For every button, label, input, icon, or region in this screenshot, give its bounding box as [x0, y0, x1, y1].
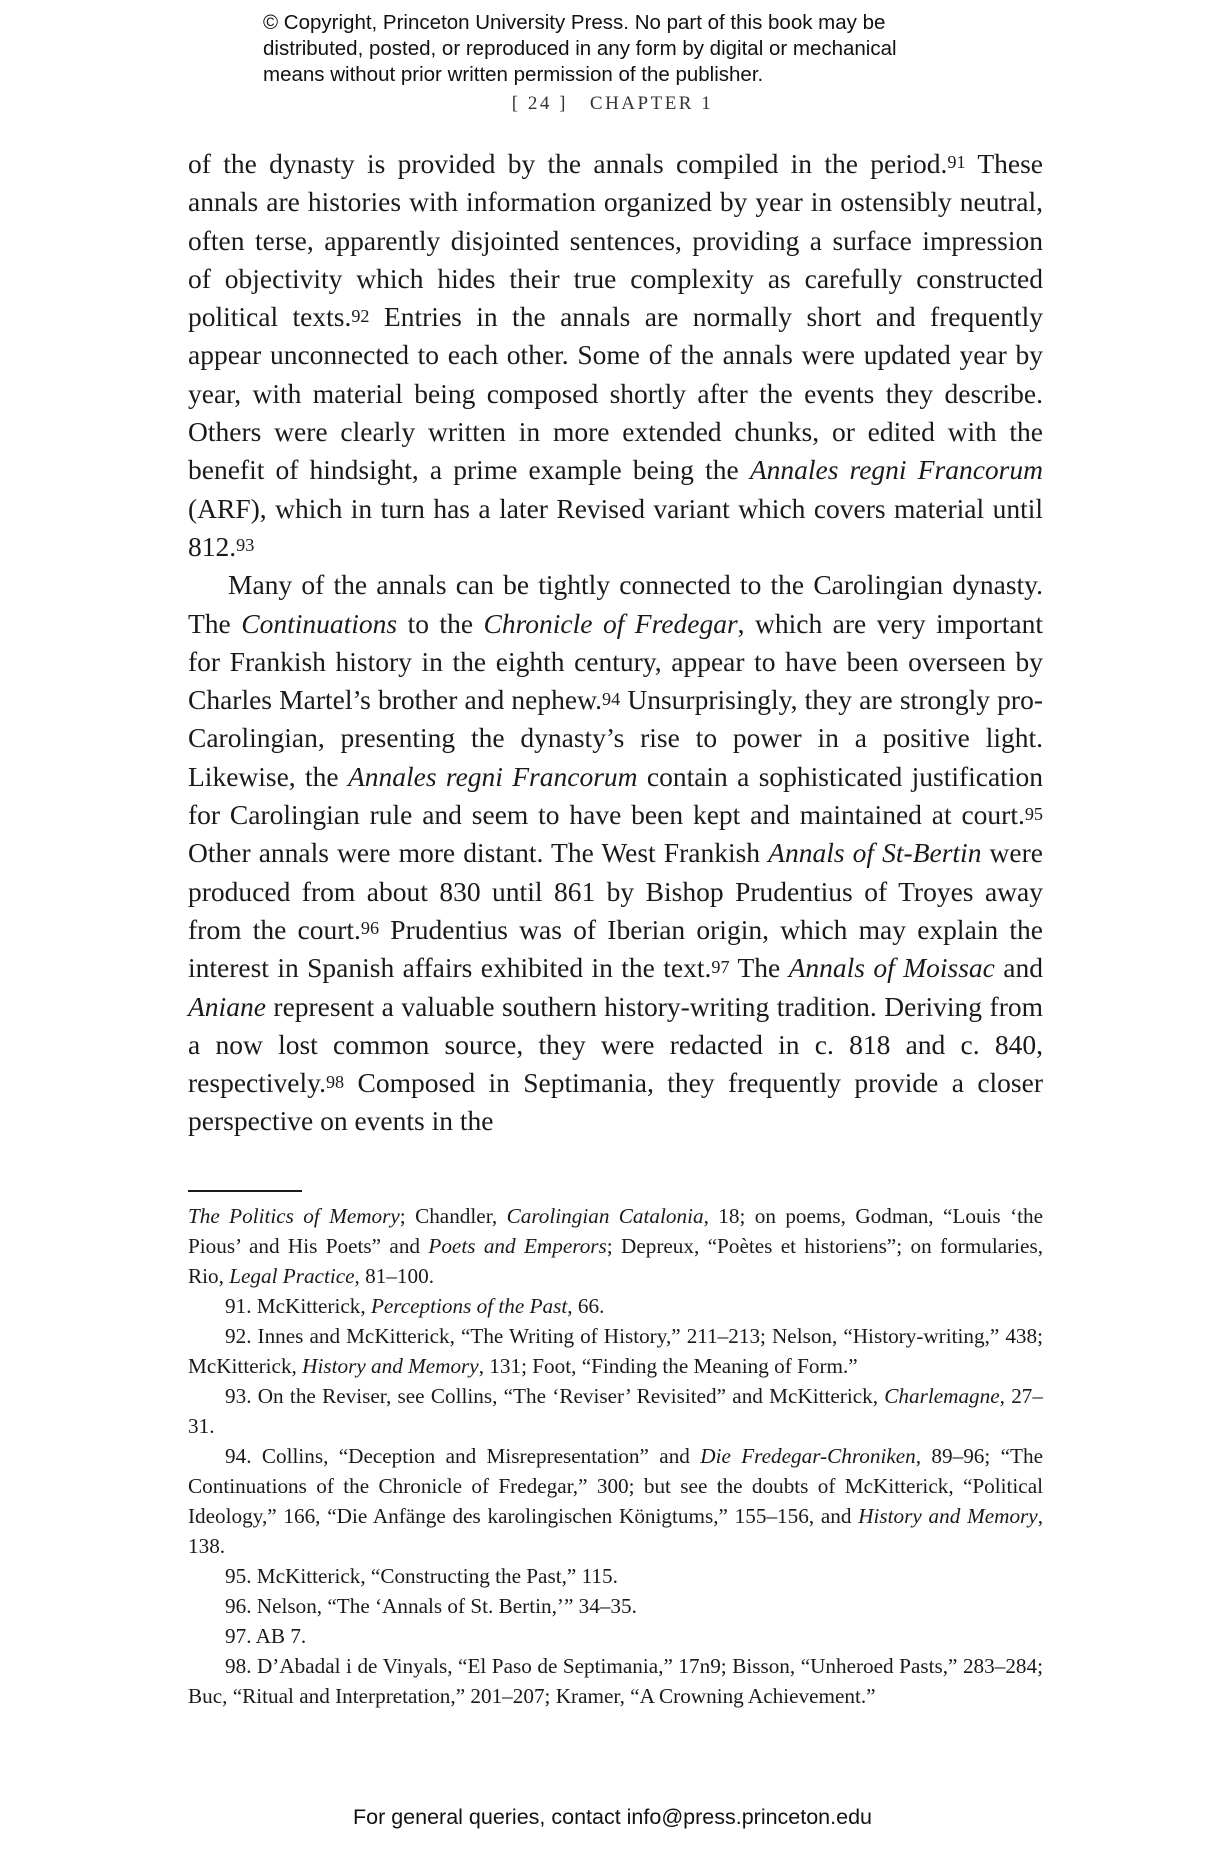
footer-contact: For general queries, contact info@press.princeton.edu — [352, 1805, 872, 1829]
footnote-ref[interactable]: 93 — [236, 535, 255, 556]
footnote-divider — [188, 1190, 302, 1192]
footnote-ref[interactable]: 94 — [602, 688, 621, 709]
footnote-ref[interactable]: 95 — [1024, 803, 1043, 824]
footnotes — [188, 1201, 1043, 1711]
footnote-ref[interactable]: 92 — [351, 305, 370, 326]
paragraph: Many of the annals can be tightly connected to the Carolingian dynasty. The Continuations to the Chronicle of Fredegar, which are very important for Frankish history in the eighth century, appear to have been overseen by Charles Martel’s brother and nephew.$^{94}$ Unsurprisingly, they are strongly pro-Carolingian, presenting the dynasty’s rise to power in a positive light. Likewise, the Annales regni Francorum contain a sophisticated justification for Carolingian rule and seem to have been kept and maintained at court.$^{95}$ Other annals were more distant. The West Frankish Annals of St-Bertin were produced from about 830 until 861 by Bishop Prudentius of Troyes away from the court.$^{96}$ Prudentius was of Iberian origin, which may explain the interest in Spanish affairs exhibited in the text.$^{97}$ The Annals of Moissac and Aniane represent a valuable southern history-writing tradition. Deriving from a now lost common source, they were redacted in c. 818 and c. 840, respectively.$^{98}$ Composed in Septimania, they frequently provide a closer perspective on events in the — [188, 569, 1043, 1137]
page-number: [ 24 ] — [511, 93, 568, 114]
copyright-line: means without prior written permission of the publisher. — [263, 63, 764, 86]
footnote-91: 91. McKitterick, Perceptions of the Past, 66. — [225, 1294, 605, 1318]
body-text — [188, 145, 1043, 1141]
copyright-notice — [263, 10, 1023, 88]
footnote-97: 97. AB 7. — [225, 1624, 307, 1648]
footnote-ref[interactable]: 91 — [947, 152, 966, 173]
footnote-ref[interactable]: 98 — [325, 1071, 345, 1092]
footnote-ref[interactable]: 97 — [711, 956, 730, 977]
footnote-94: 94. Collins, “Deception and Misrepresentation” and Die Fredegar-Chroniken, 89–96; “The Continuations of the Chronicle of Fredegar,” 300; but see the doubts of McKitterick, “Political Ideology,” 166, “Die Anfänge des karolingischen Königtums,” 155–156, and History and Memory, 138. — [188, 1444, 1044, 1558]
copyright-line: © Copyright, Princeton University Press. No part of this book may be — [263, 11, 886, 34]
footnote-ref[interactable]: 96 — [360, 918, 380, 939]
chapter-label: CHAPTER 1 — [589, 93, 714, 114]
footnote-98: 98. D’Abadal i de Vinyals, “El Paso de Septimania,” 17n9; Bisson, “Unheroed Pasts,” 283–284; Buc, “Ritual and Interpretation,” 201–207; Kramer, “A Crowning Achievement.” — [188, 1654, 1043, 1708]
copyright-line: distributed, posted, or reproduced in any form by digital or mechanical — [263, 37, 897, 60]
footnote-continued: The Politics of Memory; Chandler, Carolingian Catalonia, 18; on poems, Godman, “Louis ‘the Pious’ and His Poets” and Poets and Emperors; Depreux, “Poètes et historiens”; on formularies, Rio, Legal Practice, 81–100. — [188, 1204, 1044, 1288]
footnote-92: 92. Innes and McKitterick, “The Writing of History,” 211–213; Nelson, “History-writing,” 438; McKitterick, History and Memory, 131; Foot, “Finding the Meaning of Form.” — [188, 1324, 1043, 1378]
footnote-96: 96. Nelson, “The ‘Annals of St. Bertin,’” 34–35. — [225, 1594, 637, 1618]
paragraph: of the dynasty is provided by the annals compiled in the period.$^{91}$ These annals are histories with information organized by year in ostensibly neutral, often terse, apparently disjointed sentences, providing a surface impression of objectivity which hides their true complexity as carefully constructed political texts.$^{92}$ Entries in the annals are normally short and frequently appear unconnected to each other. Some of the annals were updated year by year, with material being composed shortly after the events they describe. Others were clearly written in more extended chunks, or edited with the benefit of hindsight, a prime example being the Annales regni Francorum (ARF), which in turn has a later Revised variant which covers material until 812.93 — [188, 148, 1043, 562]
footnote-93: 93. On the Reviser, see Collins, “The ‘Reviser’ Revisited” and McKitterick, Charlemagne, 27–31. — [188, 1384, 1043, 1438]
footnote-95: 95. McKitterick, “Constructing the Past,” 115. — [225, 1564, 618, 1588]
running-head — [0, 93, 1225, 115]
